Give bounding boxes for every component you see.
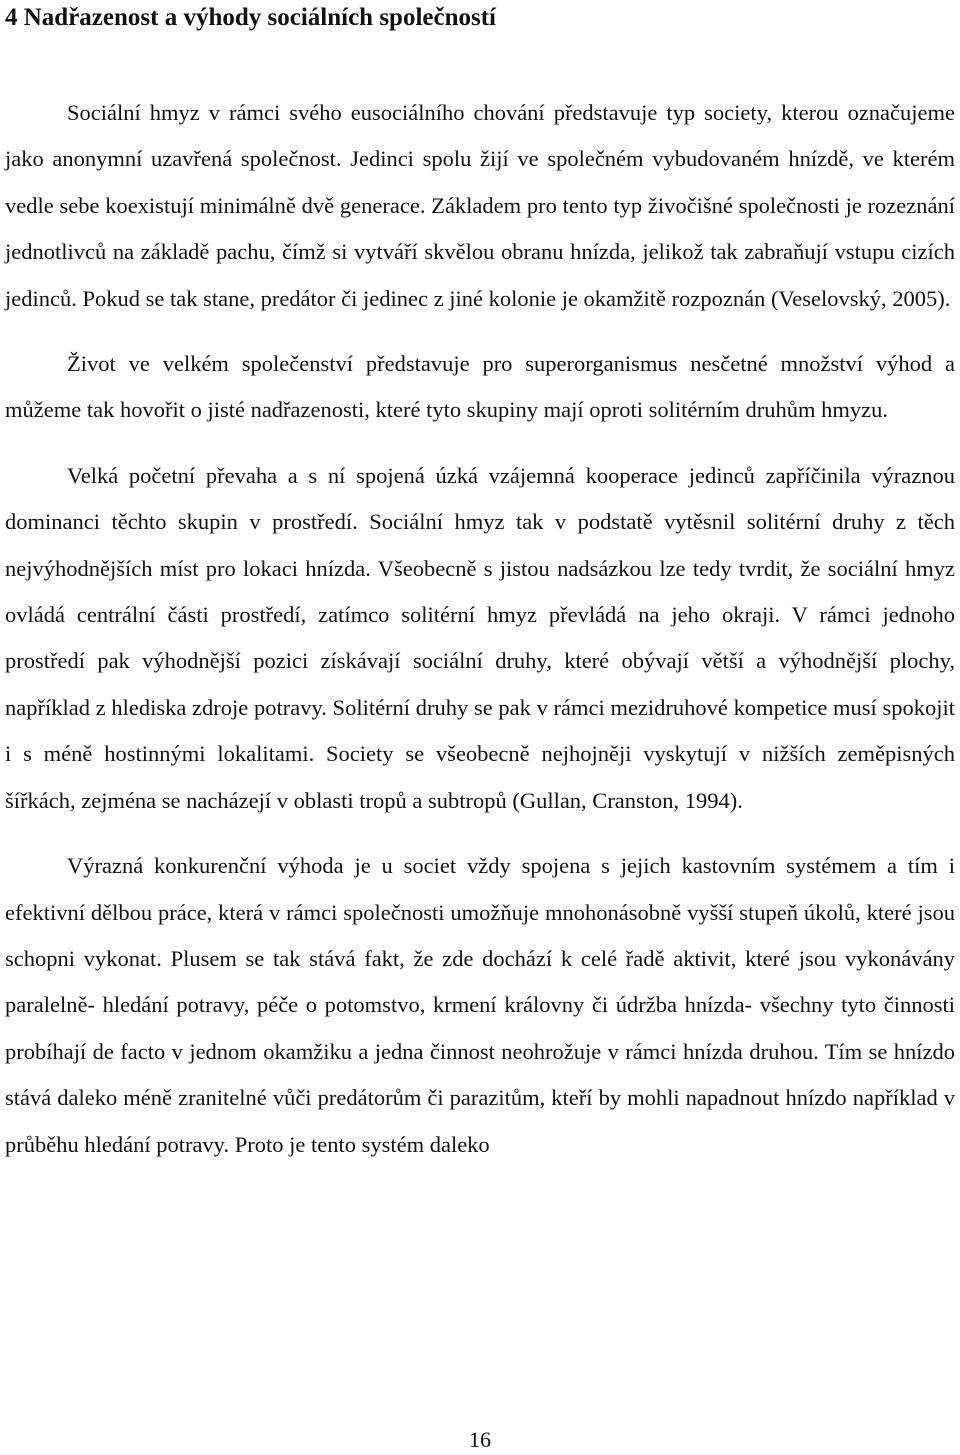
paragraph-4: Výrazná konkurenční výhoda je u societ vždy spojena s jejich kastovním systémem a tím i efektivní dělbou práce, která v rámci společnosti umožňuje mnohonásobně vyšší stupeň úkolů, které jsou schopni vykonat. Plusem se tak stává fakt, že zde dochází k celé řadě aktivit, které jsou vykonávány paralelně- hledání potravy, péče o potomstvo, krmení královny či údržba hnízda- všechny tyto činnosti probíhají de facto v jednom okamžiku a jedna činnost neohrožuje v rámci hnízda druhou. Tím se hnízdo stává daleko méně zranitelné vůči predátorům či parazitům, kteří by mohli napadnout hnízdo například v průběhu hledání potravy. Proto je tento systém daleko [5,853,955,1157]
paragraph-1: Sociální hmyz v rámci svého eusociálního chování představuje typ society, kterou označujeme jako anonymní uzavřená společnost. Jedinci spolu žijí ve společném vybudovaném hnízdě, ve kterém vedle sebe koexistují minimálně dvě generace. Základem pro tento typ živočišné společnosti je rozeznání jednotlivců na základě pachu, čímž si vytváří skvělou obranu hnízda, jelikož tak zabraňují vstupu cizích jedinců. Pokud se tak stane, predátor či jedinec z jiné kolonie je okamžitě rozpoznán (Veselovský, 2005). [5,100,955,311]
paragraph-3: Velká početní převaha a s ní spojená úzká vzájemná kooperace jedinců zapříčinila výraznou dominanci těchto skupin v prostředí. Sociální hmyz tak v podstatě vytěsnil solitérní druhy z těch nejvýhodnějších míst pro lokaci hnízda. Všeobecně s jistou nadsázkou lze tedy tvrdit, že sociální hmyz ovládá centrální části prostředí, zatímco solitérní hmyz převládá na jeho okraji. V rámci jednoho prostředí pak výhodnější pozici získávají sociální druhy, které obývají větší a výhodnější plochy, například z hlediska zdroje potravy. Solitérní druhy se pak v rámci mezidruhové kompetice musí spokojit i s méně hostinnými lokalitami. Society se všeobecně nejhojněji vyskytují v nižších zeměpisných šířkách, zejména se nacházejí v oblasti tropů a subtropů (Gullan, Cranston, 1994). [5,462,955,813]
page-number: 16 [469,1427,491,1452]
body-text [5,90,955,1168]
paragraph-2: Život ve velkém společenství představuje pro superorganismus nesčetné množství výhod a můžeme tak hovořit o jisté nadřazenosti, které tyto skupiny mají oproti solitérním druhům hmyzu. [5,351,955,423]
chapter-heading: 4 Nadřazenost a výhody sociálních společností [5,4,497,31]
document-page [5,0,955,1168]
